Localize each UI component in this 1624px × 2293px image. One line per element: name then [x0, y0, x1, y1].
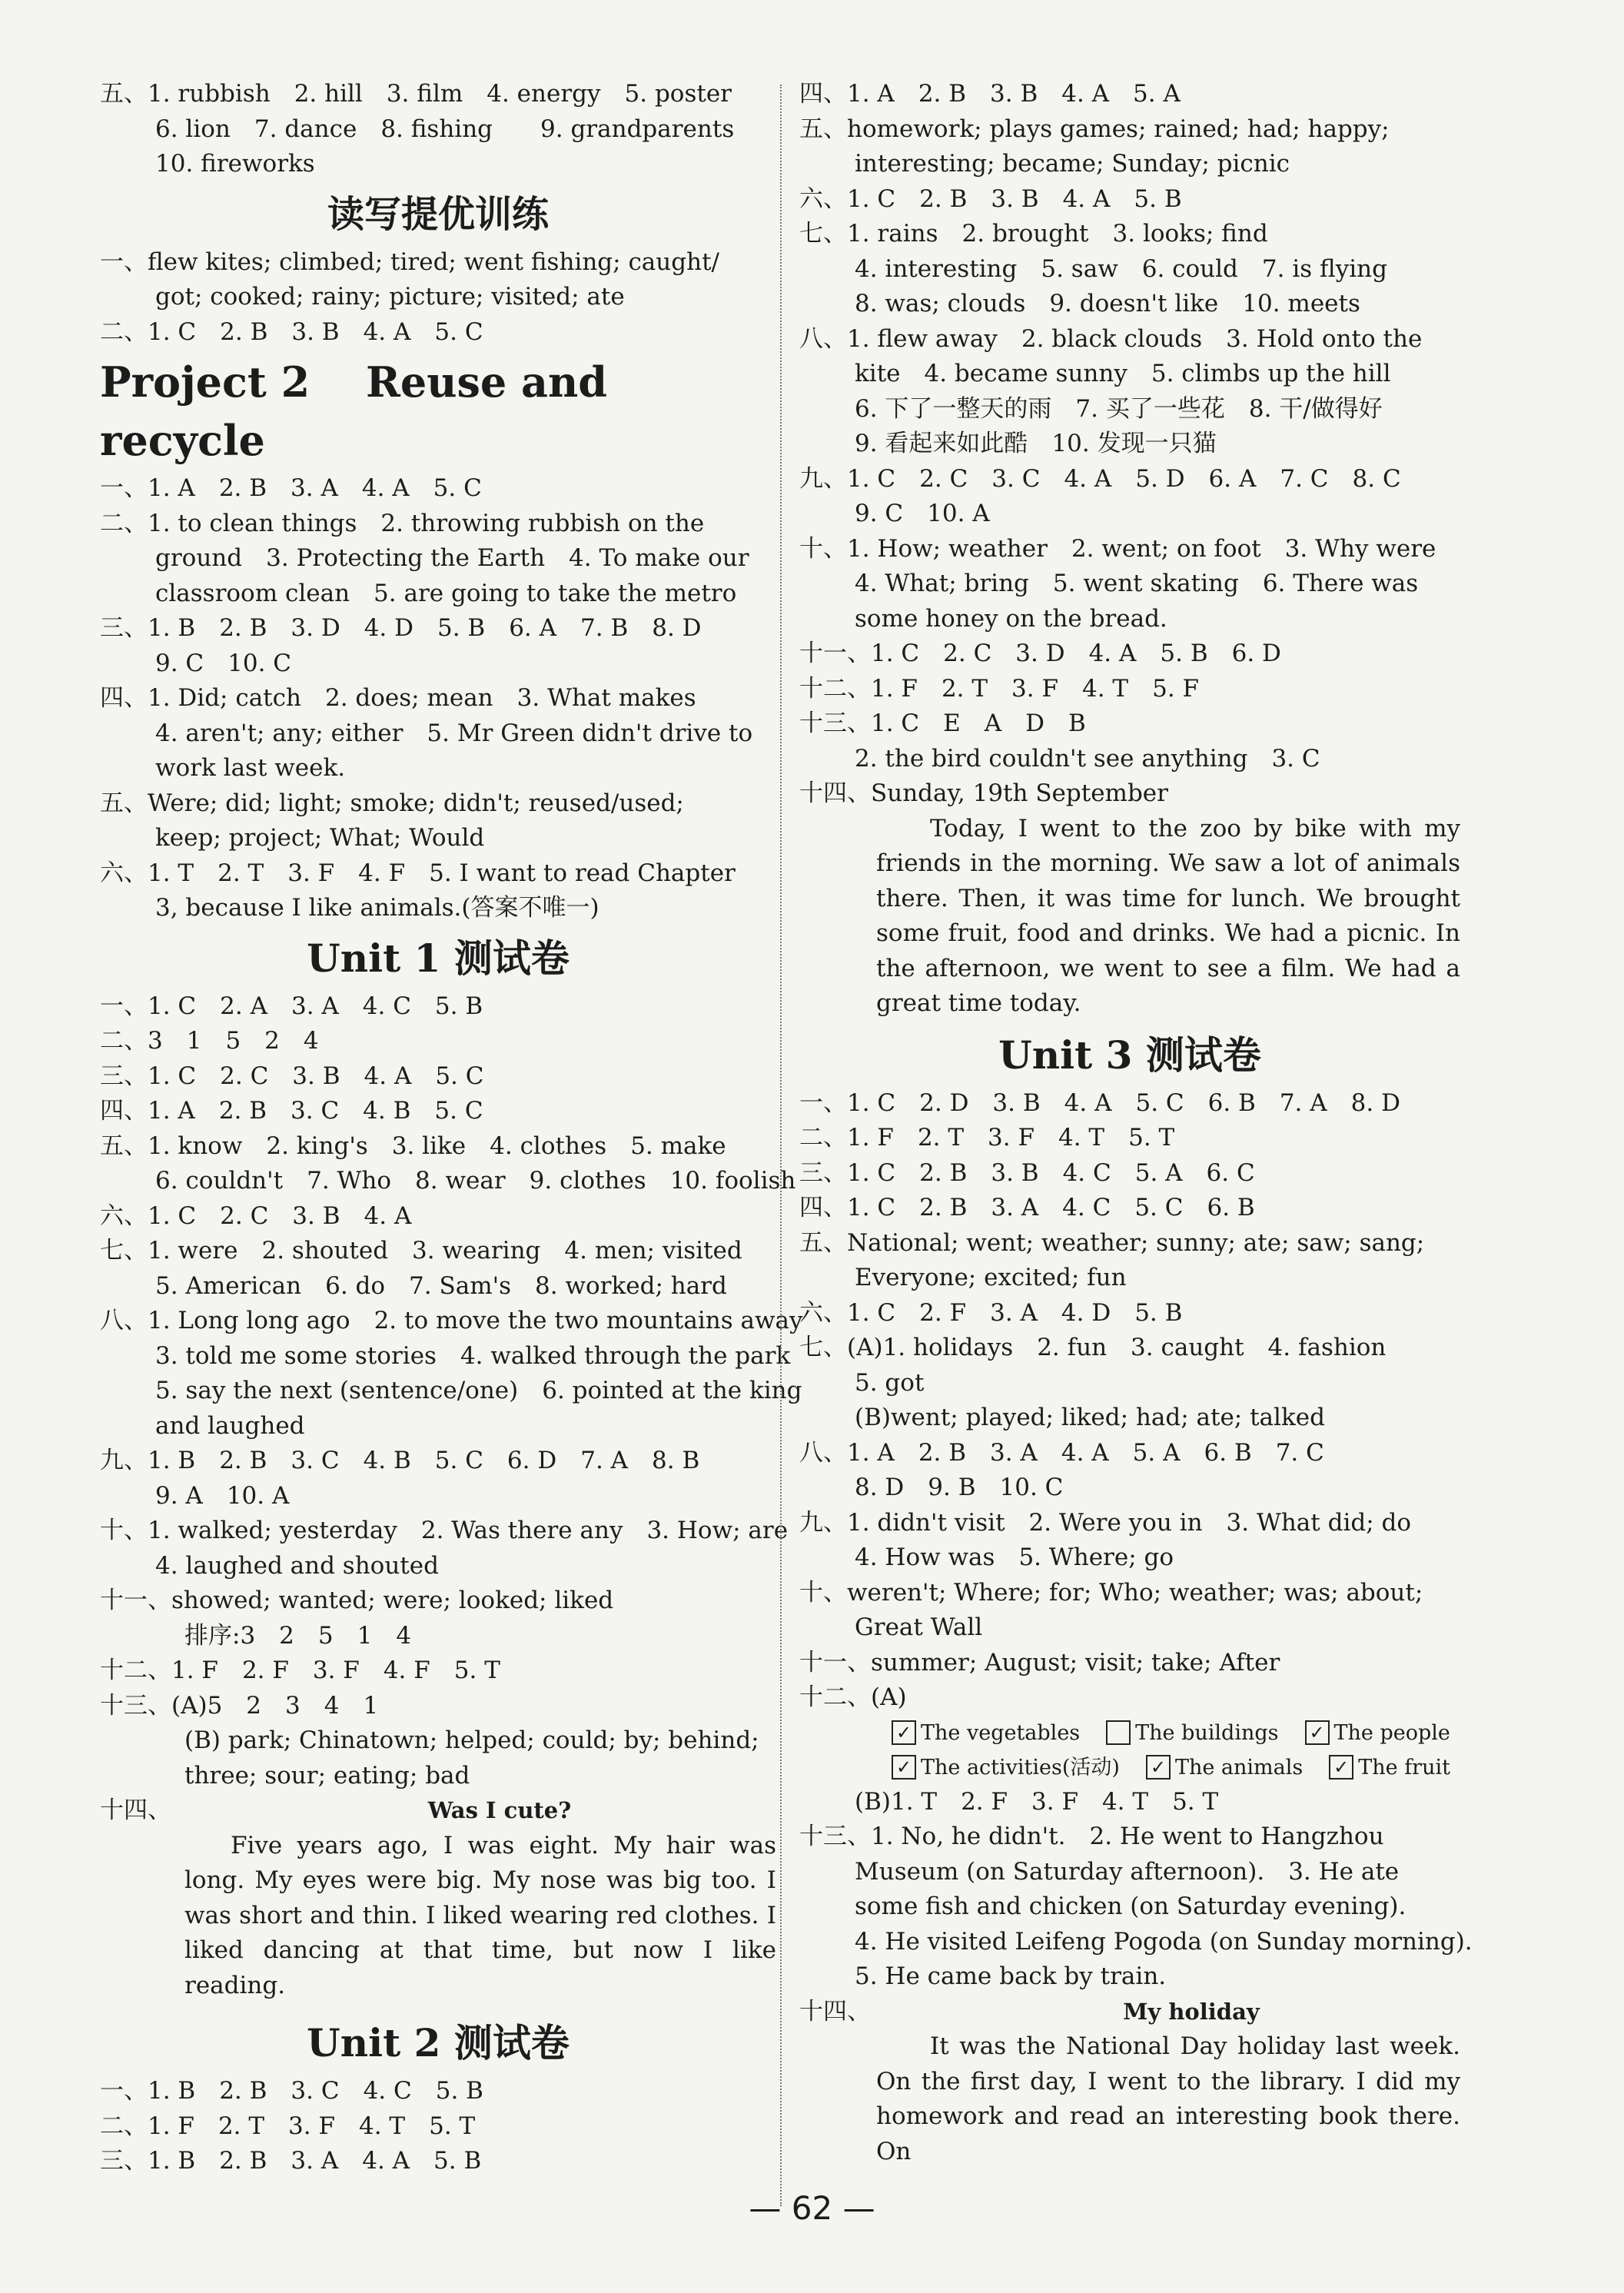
answer-line: 一、1. C 2. D 3. B 4. A 5. C 6. B 7. A 8. D: [799, 1088, 1400, 1117]
answer-line: 一、1. A 2. B 3. A 4. A 5. C: [100, 474, 482, 502]
answer-line: 3, because I like animals.(答案不唯一): [155, 894, 599, 922]
answer-line: 一、1. B 2. B 3. C 4. C 5. B: [100, 2077, 483, 2105]
check-icon: ✓: [1329, 1755, 1353, 1780]
checkbox-item: [892, 1716, 1080, 1750]
page-number: — 62 —: [749, 2189, 875, 2227]
answer-line: 十、weren't; Where; for; Who; weather; was; about;: [799, 1578, 1423, 1607]
answer-line: 六、1. C 2. B 3. B 4. A 5. B: [799, 184, 1182, 213]
answer-line: 七、1. rains 2. brought 3. looks; find: [799, 220, 1268, 248]
answer-line: 二、1. to clean things 2. throwing rubbish on the: [100, 509, 705, 537]
answer-line: 三、1. C 2. C 3. B 4. A 5. C: [100, 1062, 484, 1090]
answer-line: 二、1. C 2. B 3. B 4. A 5. C: [100, 317, 483, 346]
answer-line: 十三、1. No, he didn't. 2. He went to Hangzhou: [799, 1823, 1384, 1850]
answer-line: 排序:3 2 5 1 4: [184, 1621, 412, 1650]
answer-line: 三、1. C 2. B 3. B 4. C 5. A 6. C: [799, 1158, 1255, 1187]
answer-line: 三、1. B 2. B 3. A 4. A 5. B: [100, 2147, 482, 2175]
essay-body: Five years ago, I was eight. My hair was long. My eyes were big. My nose was big too. I was short and thin. I liked wearing red clothes. I liked dancing at that time, but now I like reading.: [184, 1831, 776, 1999]
answer-line: 二、1. F 2. T 3. F 4. T 5. T: [100, 2112, 476, 2140]
checkbox-label: The buildings: [1135, 1720, 1279, 1745]
answer-line: 四、1. Did; catch 2. does; mean 3. What makes: [100, 684, 696, 712]
essay-title: My holiday: [1123, 1998, 1260, 2025]
answer-line: 9. 看起来如此酷 10. 发现一只猫: [855, 430, 1217, 457]
answer-line: 二、3 1 5 2 4: [100, 1027, 319, 1055]
answer-line: (B)went; played; liked; had; ate; talked: [855, 1404, 1325, 1431]
answer-line: kite 4. became sunny 5. climbs up the hill: [855, 360, 1391, 387]
answer-line: 十二、(A): [799, 1683, 907, 1711]
answer-line: 4. interesting 5. saw 6. could 7. is flying: [855, 254, 1387, 283]
answer-line: 4. He visited Leifeng Pogoda (on Sunday morning).: [855, 1927, 1473, 1956]
checkbox-item: [1329, 1750, 1450, 1785]
checkbox-label: The fruit: [1358, 1755, 1450, 1780]
answer-line: work last week.: [155, 754, 346, 782]
answer-line: 8. was; clouds 9. doesn't like 10. meets: [855, 290, 1360, 317]
answer-line: 3. told me some stories 4. walked through the park: [155, 1341, 791, 1370]
checkbox-item: [1146, 1750, 1303, 1785]
answer-line: 八、1. Long long ago 2. to move the two mountains away: [100, 1307, 803, 1334]
check-icon: ✓: [892, 1720, 916, 1745]
answer-line: classroom clean 5. are going to take the metro: [155, 579, 737, 607]
check-icon: ✓: [1146, 1755, 1171, 1780]
answer-line: 六、1. C 2. F 3. A 4. D 5. B: [799, 1298, 1183, 1327]
answer-line: 10. fireworks: [155, 150, 315, 178]
answer-line: 九、1. B 2. B 3. C 4. B 5. C 6. D 7. A 8. B: [100, 1447, 700, 1474]
answer-line: 四、1. A 2. B 3. B 4. A 5. A: [799, 80, 1181, 108]
answer-line: 4. aren't; any; either 5. Mr Green didn't drive to: [155, 719, 753, 747]
answer-line: 四、1. C 2. B 3. A 4. C 5. C 6. B: [799, 1194, 1255, 1221]
answer-line: Museum (on Saturday afternoon). 3. He ate: [855, 1857, 1400, 1886]
answer-line: 十四、Sunday, 19th September: [799, 779, 1168, 807]
check-icon: ✓: [1305, 1720, 1330, 1745]
answer-line: (B) park; Chinatown; helped; could; by; behind;: [184, 1726, 759, 1754]
right-column: [799, 77, 1473, 2169]
answer-line: ground 3. Protecting the Earth 4. To make our: [155, 544, 749, 572]
check-icon: [1106, 1720, 1131, 1745]
answer-line: 四、1. A 2. B 3. C 4. B 5. C: [100, 1097, 483, 1125]
essay-title: Was I cute?: [427, 1797, 572, 1823]
checkbox-label: The animals: [1174, 1755, 1304, 1780]
answer-line: got; cooked; rainy; picture; visited; ate: [155, 283, 625, 311]
answer-line: 6. 下了一整天的雨 7. 买了一些花 8. 干/做得好: [855, 394, 1383, 423]
answer-line: 三、1. B 2. B 3. D 4. D 5. B 6. A 7. B 8. D: [100, 614, 702, 642]
answer-line: 七、1. were 2. shouted 3. wearing 4. men; visited: [100, 1237, 742, 1264]
answer-line: 十二、1. F 2. T 3. F 4. T 5. F: [799, 674, 1200, 703]
answer-line: 5. say the next (sentence/one) 6. pointed at the king: [155, 1377, 802, 1404]
checkbox-row: [799, 1716, 1460, 1750]
checkbox-label: The vegetables: [921, 1720, 1081, 1745]
answer-line: 8. D 9. B 10. C: [855, 1474, 1064, 1501]
section-title: Unit 1 测试卷: [307, 935, 570, 981]
answer-line: 六、1. T 2. T 3. F 4. F 5. I want to read Chapter: [100, 859, 736, 887]
answer-line: 4. What; bring 5. went skating 6. There was: [855, 570, 1419, 597]
answer-line: 十一、showed; wanted; were; looked; liked: [100, 1587, 614, 1614]
answer-line: 九、1. C 2. C 3. C 4. A 5. D 6. A 7. C 8. C: [799, 464, 1401, 493]
checkbox-item: [1106, 1716, 1278, 1750]
answer-line: 五、1. rubbish 2. hill 3. film 4. energy 5. poster: [100, 80, 732, 108]
answer-line: 9. A 10. A: [155, 1481, 290, 1510]
answer-line: 一、flew kites; climbed; tired; went fishing; caught/: [100, 248, 719, 276]
answer-line: 十三、(A)5 2 3 4 1: [100, 1691, 379, 1720]
answer-line: 八、1. A 2. B 3. A 4. A 5. A 6. B 7. C: [799, 1438, 1324, 1467]
answer-line: 十二、1. F 2. F 3. F 4. F 5. T: [100, 1657, 500, 1684]
answer-line: 八、1. flew away 2. black clouds 3. Hold onto the: [799, 324, 1423, 353]
column-divider: [780, 85, 782, 2206]
answer-line: 十、1. walked; yesterday 2. Was there any 3. How; are: [100, 1517, 789, 1544]
checkbox-label: The activities(活动): [921, 1755, 1120, 1780]
answer-line: some honey on the bread.: [855, 604, 1167, 633]
answer-line: interesting; became; Sunday; picnic: [855, 150, 1290, 178]
answer-line: 十、1. How; weather 2. went; on foot 3. Why were: [799, 534, 1436, 563]
answer-line: 二、1. F 2. T 3. F 4. T 5. T: [799, 1124, 1175, 1151]
answer-line: 五、Were; did; light; smoke; didn't; reused/used;: [100, 789, 684, 817]
essay-body: Today, I went to the zoo by bike with my friends in the morning. We saw a lot of animals there. Then, it was time for lunch. We brought some fruit, food and drinks. We had a picnic. In the afternoon, we went to see a film. We had a great time today.: [876, 814, 1460, 1017]
answer-line: Great Wall: [855, 1613, 983, 1641]
answer-line: 6. couldn't 7. Who 8. wear 9. clothes 10. foolish: [155, 1167, 796, 1195]
answer-line: three; sour; eating; bad: [184, 1761, 470, 1790]
answer-line: 5. got: [855, 1368, 925, 1397]
answer-line: 9. C 10. A: [855, 500, 990, 527]
question-label: 十四、: [799, 1997, 871, 2025]
answer-line: 五、1. know 2. king's 3. like 4. clothes 5. make: [100, 1132, 726, 1160]
question-label: 十四、: [100, 1796, 171, 1824]
checkbox-label: The people: [1333, 1720, 1450, 1745]
answer-line: Everyone; excited; fun: [855, 1264, 1127, 1291]
answer-line: and laughed: [155, 1411, 305, 1440]
section-title: Unit 3 测试卷: [998, 1032, 1261, 1078]
checkbox-item: [892, 1750, 1120, 1785]
answer-line: 4. How was 5. Where; go: [855, 1544, 1174, 1571]
answer-line: 一、1. C 2. A 3. A 4. C 5. B: [100, 992, 483, 1020]
answer-line: 9. C 10. C: [155, 649, 292, 677]
answer-line: 十一、1. C 2. C 3. D 4. A 5. B 6. D: [799, 640, 1281, 667]
check-icon: ✓: [892, 1755, 916, 1780]
answer-line: 4. laughed and shouted: [155, 1551, 439, 1580]
answer-line: some fish and chicken (on Saturday evening).: [855, 1893, 1406, 1920]
section-title: Unit 2 测试卷: [307, 2020, 570, 2065]
answer-line: 六、1. C 2. C 3. B 4. A: [100, 1201, 412, 1230]
answer-line: 十一、summer; August; visit; take; After: [799, 1648, 1280, 1677]
section-title: 读写提优训练: [327, 192, 549, 236]
answer-line: 七、(A)1. holidays 2. fun 3. caught 4. fashion: [799, 1334, 1387, 1361]
essay-body: It was the National Day holiday last week. On the first day, I went to the library. I did my homework and read an interesting book there. On: [876, 2032, 1460, 2165]
essay-heading: [100, 1793, 776, 1829]
answer-line: 五、National; went; weather; sunny; ate; saw; sang;: [799, 1228, 1425, 1257]
answer-line: 2. the bird couldn't see anything 3. C: [855, 744, 1320, 773]
answer-line: (B)1. T 2. F 3. F 4. T 5. T: [855, 1787, 1219, 1816]
essay-heading: [799, 1995, 1460, 2030]
checkbox-item: [1305, 1716, 1450, 1750]
answer-line: 5. He came back by train.: [855, 1962, 1167, 1990]
answer-line: 五、homework; plays games; rained; had; happy;: [799, 115, 1390, 143]
left-column: [100, 77, 803, 2179]
answer-line: 6. lion 7. dance 8. fishing 9. grandparents: [155, 115, 735, 143]
checkbox-row: [799, 1750, 1460, 1785]
section-title: Project 2 Reuse and recycle: [100, 357, 608, 465]
answer-line: keep; project; What; Would: [155, 824, 485, 852]
answer-line: 5. American 6. do 7. Sam's 8. worked; hard: [155, 1271, 727, 1300]
answer-line: 十三、1. C E A D B: [799, 710, 1086, 737]
answer-line: 九、1. didn't visit 2. Were you in 3. What did; do: [799, 1508, 1412, 1537]
